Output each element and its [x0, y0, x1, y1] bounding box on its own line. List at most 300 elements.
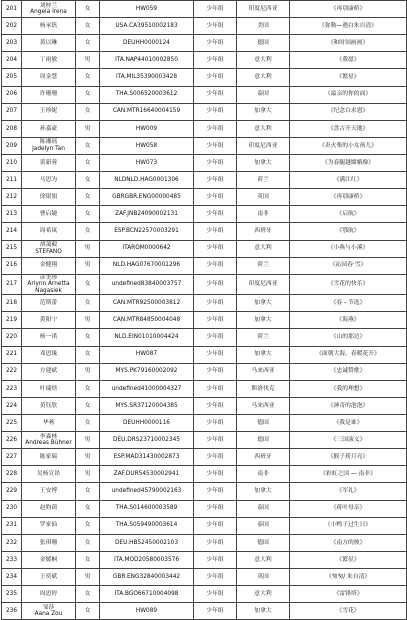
participant-country: 英国 [237, 189, 290, 206]
participant-country: 意大利 [237, 551, 290, 568]
participant-country: 美国 [237, 18, 290, 35]
participant-gender: 女 [76, 603, 100, 620]
participant-name [22, 223, 76, 240]
row-number: 224 [2, 397, 22, 414]
participant-gender: 女 [76, 154, 100, 171]
participant-name [22, 103, 76, 120]
recited-work: 《我愿》 [290, 52, 407, 69]
table-row [2, 274, 407, 295]
participant-code: ESP.BCN22570003291 [100, 223, 194, 240]
participant-name [22, 189, 76, 206]
participant-name [22, 466, 76, 483]
participant-gender: 女 [76, 86, 100, 103]
participant-name [22, 432, 76, 449]
participant-chinese-name: 叶瑞焓 [39, 385, 58, 392]
table-body [2, 1, 407, 620]
participant-code: ITA.MOD20580003576 [100, 551, 194, 568]
table-row [2, 223, 407, 240]
row-number: 228 [2, 466, 22, 483]
age-group: 少年组 [194, 363, 237, 380]
age-group: 少年组 [194, 483, 237, 500]
participant-country: 南非 [237, 466, 290, 483]
participant-foreign-name: Andreas Bühner [25, 440, 72, 447]
row-number: 202 [2, 18, 22, 35]
participant-country: 加拿大 [237, 603, 290, 620]
recited-work: 《盘古开天地》 [290, 120, 407, 137]
participant-code: GBR.ENG32840003442 [100, 569, 194, 586]
age-group: 少年组 [194, 312, 237, 329]
recited-work: 《蒋叶母亲》 [290, 500, 407, 517]
participant-name [22, 137, 76, 154]
age-group: 少年组 [194, 35, 237, 52]
participant-code: THA.S006520003612 [100, 86, 194, 103]
participant-country: 印度尼西亚 [237, 1, 290, 18]
participant-name [22, 52, 76, 69]
recited-work: 《匆匆/ 朱自清》 [290, 569, 407, 586]
participant-chinese-name: 吴杨宣昂 [36, 471, 61, 478]
participant-country: 荷兰 [237, 172, 290, 189]
table-row [2, 517, 407, 534]
recited-work: 《忠诚赞歌》 [290, 363, 407, 380]
row-number: 218 [2, 295, 22, 312]
table-row [2, 500, 407, 517]
recited-work: 《沁园春·雪》 [290, 257, 407, 274]
table-row [2, 18, 407, 35]
recited-work: 《再别康桥》 [290, 1, 407, 18]
participant-gender: 男 [76, 240, 100, 257]
age-group: 少年组 [194, 569, 237, 586]
age-group: 少年组 [194, 86, 237, 103]
participant-country: 加拿大 [237, 312, 290, 329]
recited-work: 《和时间画画》 [290, 35, 407, 52]
participant-gender: 女 [76, 1, 100, 18]
participant-code: NLD.EIN01010004424 [100, 329, 194, 346]
participant-code: NLD.HAG07670001296 [100, 257, 194, 274]
participant-gender: 男 [76, 466, 100, 483]
recited-work: 《我是谁》 [290, 415, 407, 432]
recited-work: 《雷锋塔》 [290, 586, 407, 603]
row-number: 226 [2, 432, 22, 449]
participant-gender: 男 [76, 52, 100, 69]
participant-chinese-name: 马思为 [39, 176, 58, 183]
participant-country: 马来西亚 [237, 363, 290, 380]
participant-name [22, 534, 76, 551]
age-group: 少年组 [194, 52, 237, 69]
row-number: 208 [2, 120, 22, 137]
participant-chinese-name: 陈家瑞 [39, 454, 58, 461]
participant-chinese-name: 黄阳宁 [39, 317, 58, 324]
participant-chinese-name: 许珊珊 [39, 91, 58, 98]
row-number: 230 [2, 500, 22, 517]
participant-gender: 女 [76, 189, 100, 206]
participant-code: ITAROM0000642 [100, 240, 194, 257]
row-number: 212 [2, 189, 22, 206]
age-group: 少年组 [194, 346, 237, 363]
recited-work: 《雪花》 [290, 603, 407, 620]
participant-chinese-name: 陈湘瑶 [39, 139, 58, 146]
participant-country: 意大利 [237, 120, 290, 137]
table-row [2, 363, 407, 380]
participant-code: ZAF.DUR54530002941 [100, 466, 194, 483]
participant-gender: 女 [76, 380, 100, 397]
participant-gender: 女 [76, 69, 100, 86]
table-row [2, 551, 407, 568]
participant-gender: 男 [76, 449, 100, 466]
recited-work: 《再别康桥》 [290, 189, 407, 206]
age-group: 少年组 [194, 415, 237, 432]
recited-work: 《满江红》 [290, 172, 407, 189]
participant-chinese-name: 丁雨敏 [39, 57, 58, 64]
participant-gender: 女 [76, 483, 100, 500]
table-row [2, 86, 407, 103]
participant-gender: 女 [76, 18, 100, 35]
age-group: 少年组 [194, 449, 237, 466]
recited-work: 《小鸭子过生日》 [290, 517, 407, 534]
row-number: 235 [2, 586, 22, 603]
participant-chinese-name: 范斯蕾 [39, 300, 58, 307]
table-row [2, 483, 407, 500]
participant-code: ITA.BGO66710004098 [100, 586, 194, 603]
table-row [2, 449, 407, 466]
participant-country: 加拿大 [237, 103, 290, 120]
table-row [2, 120, 407, 137]
participant-gender: 女 [76, 206, 100, 223]
age-group: 少年组 [194, 534, 237, 551]
table-row [2, 380, 407, 397]
participant-foreign-name: Jadelyn Tan [32, 145, 65, 152]
participant-name [22, 86, 76, 103]
recited-work: 《最亲的你的面》 [290, 86, 407, 103]
participant-country: 荷兰 [237, 329, 290, 346]
age-group: 少年组 [194, 189, 237, 206]
participant-gender: 男 [76, 363, 100, 380]
participant-gender: 女 [76, 415, 100, 432]
participant-gender: 男 [76, 312, 100, 329]
participant-name [22, 586, 76, 603]
table-row [2, 52, 407, 69]
participant-chinese-name: 杨一诺 [39, 334, 58, 341]
table-row [2, 103, 407, 120]
age-group: 少年组 [194, 223, 237, 240]
recited-work: 《启航》 [290, 206, 407, 223]
participant-name [22, 206, 76, 223]
participant-code: HW073 [100, 154, 194, 171]
participant-chinese-name: 邹莎 [42, 604, 55, 611]
participant-chinese-name: 黄钰欣 [39, 402, 58, 409]
participant-chinese-name: 邓思缘 [39, 351, 58, 358]
table-row [2, 329, 407, 346]
row-number: 227 [2, 449, 22, 466]
table-row [2, 397, 407, 414]
participant-name [22, 172, 76, 189]
participant-code: THA.S059490003614 [100, 517, 194, 534]
table-row [2, 415, 407, 432]
table-row [2, 603, 407, 620]
participant-country: 印度尼西亚 [237, 137, 290, 154]
participant-chinese-name: 徐银娟 [39, 194, 58, 200]
participant-name [22, 69, 76, 86]
table-row [2, 534, 407, 551]
participant-name [22, 603, 76, 620]
participant-chinese-name: 王奕斌 [39, 573, 58, 580]
table-row [2, 312, 407, 329]
participant-name [22, 329, 76, 346]
recited-work: 《三国演义》 [290, 432, 407, 449]
recited-work: 《军礼》 [290, 483, 407, 500]
participant-chinese-name: 华莠 [42, 419, 55, 426]
participant-country: 英国 [237, 569, 290, 586]
participant-chinese-name: 罗家仙 [39, 522, 58, 529]
age-group: 少年组 [194, 329, 237, 346]
table-row [2, 154, 407, 171]
participant-chinese-name: 杨承钒 [39, 22, 58, 29]
recited-work: 《小燕与小溪》 [290, 240, 407, 257]
age-group: 少年组 [194, 69, 237, 86]
row-number: 206 [2, 86, 22, 103]
participant-chinese-name: 赵昀茵 [39, 505, 58, 512]
participant-code: DEU.HB52450002103 [100, 534, 194, 551]
participant-gender: 女 [76, 517, 100, 534]
participant-code: ESP.MAD31430002873 [100, 449, 194, 466]
recited-work: 《繁星》 [290, 551, 407, 568]
participant-chinese-name: 周思婷 [39, 590, 58, 597]
recited-work: 《卖火柴的小女孩儿》 [290, 137, 407, 154]
age-group: 少年组 [194, 517, 237, 534]
participant-chinese-name: 刘梓兰 [39, 2, 58, 9]
age-group: 少年组 [194, 120, 237, 137]
participant-name [22, 397, 76, 414]
age-group: 少年组 [194, 274, 237, 295]
participant-country: 德国 [237, 415, 290, 432]
participant-chinese-name: 曹启婕 [39, 211, 58, 218]
table-row [2, 586, 407, 603]
table-row [2, 569, 407, 586]
participant-gender: 女 [76, 35, 100, 52]
participant-code: DEUHH0000116 [100, 415, 194, 432]
participant-name [22, 240, 76, 257]
table-row [2, 69, 407, 86]
participant-code: HW009 [100, 120, 194, 137]
participant-code: HW059 [100, 1, 194, 18]
table-row [2, 189, 407, 206]
row-number: 234 [2, 569, 22, 586]
age-group: 少年组 [194, 257, 237, 274]
recited-work: 《我的理想》 [290, 380, 407, 397]
participant-chinese-name: 王珍妮 [39, 108, 58, 115]
participant-country: 泰国 [237, 500, 290, 517]
participant-country: 泰国 [237, 86, 290, 103]
participant-gender: 女 [76, 500, 100, 517]
age-group: 少年组 [194, 18, 237, 35]
participant-code: GBRGBR.ENG00000485 [100, 189, 194, 206]
recited-work: 《彩虹之国 — 南非》 [290, 466, 407, 483]
row-number: 219 [2, 312, 22, 329]
participant-name [22, 551, 76, 568]
participant-chinese-name: 金健翔 [39, 262, 58, 269]
participant-country: 泰国 [237, 517, 290, 534]
participant-country: 意大利 [237, 69, 290, 86]
row-number: 216 [2, 257, 22, 274]
age-group: 少年组 [194, 206, 237, 223]
recited-work: 《纪念白求恩》 [290, 103, 407, 120]
age-group: 少年组 [194, 586, 237, 603]
age-group: 少年组 [194, 1, 237, 18]
table-row [2, 432, 407, 449]
recited-work: 《繁星》 [290, 69, 407, 86]
participant-name [22, 154, 76, 171]
row-number: 205 [2, 69, 22, 86]
participant-code: ZAF.JNB24090002131 [100, 206, 194, 223]
recited-work: 《为春腿越嫦娥像》 [290, 154, 407, 171]
participant-gender: 男 [76, 432, 100, 449]
participant-country: 西班牙 [237, 223, 290, 240]
row-number: 225 [2, 415, 22, 432]
participant-chinese-name: 周金慧 [39, 74, 58, 81]
participant-gender: 女 [76, 397, 100, 414]
age-group: 少年组 [194, 397, 237, 414]
participant-code: undefined45790002163 [100, 483, 194, 500]
row-number: 223 [2, 380, 22, 397]
participant-gender: 女 [76, 586, 100, 603]
participant-gender: 女 [76, 103, 100, 120]
row-number: 232 [2, 534, 22, 551]
participant-code: MYS.SR37120004385 [100, 397, 194, 414]
participant-name [22, 449, 76, 466]
row-number: 236 [2, 603, 22, 620]
participant-gender: 男 [76, 257, 100, 274]
participant-name [22, 257, 76, 274]
participant-country: 荷兰 [237, 257, 290, 274]
row-number: 203 [2, 35, 22, 52]
table-row [2, 137, 407, 154]
participant-name [22, 500, 76, 517]
age-group: 少年组 [194, 137, 237, 154]
participant-gender: 女 [76, 534, 100, 551]
participant-gender: 女 [76, 274, 100, 295]
age-group: 少年组 [194, 380, 237, 397]
participant-code: HW087 [100, 346, 194, 363]
participant-code: ITA.NAP44010002850 [100, 52, 194, 69]
row-number: 233 [2, 551, 22, 568]
table-row [2, 466, 407, 483]
participant-code: CAN.MTR16640004159 [100, 103, 194, 120]
row-number: 221 [2, 346, 22, 363]
age-group: 少年组 [194, 466, 237, 483]
participant-gender: 女 [76, 551, 100, 568]
participant-gender: 女 [76, 137, 100, 154]
participant-code: DEU.DRS23710002345 [100, 432, 194, 449]
row-number: 201 [2, 1, 22, 18]
table-row [2, 206, 407, 223]
participant-name [22, 363, 76, 380]
recited-work: 《雪花的快乐》 [290, 274, 407, 295]
participant-gender: 男 [76, 120, 100, 137]
participant-country: 加拿大 [237, 154, 290, 171]
participant-name [22, 1, 76, 18]
participant-name [22, 415, 76, 432]
row-number: 211 [2, 172, 22, 189]
row-number: 220 [2, 329, 22, 346]
row-number: 222 [2, 363, 22, 380]
participant-foreign-name: Aana Zou [34, 611, 63, 618]
participant-gender: 女 [76, 223, 100, 240]
participant-name [22, 517, 76, 534]
recited-work: 《猴子捞月亮》 [290, 449, 407, 466]
participant-country: 德国 [237, 432, 290, 449]
participant-name [22, 295, 76, 312]
table-row [2, 257, 407, 274]
participant-code: MYS.PK79160002092 [100, 363, 194, 380]
row-number: 217 [2, 274, 22, 295]
participant-code: THA.S014600003589 [100, 500, 194, 517]
age-group: 少年组 [194, 551, 237, 568]
participant-country: 加拿大 [237, 346, 290, 363]
recited-work: 《南方的彼》 [290, 534, 407, 551]
participant-country: 意大利 [237, 586, 290, 603]
participant-code: CAN.MTR84850004048 [100, 312, 194, 329]
participant-chinese-name: 胡蔼毅 [39, 242, 58, 249]
participant-foreign-name: Angela Irena [30, 9, 67, 16]
participant-chinese-name: 李森林 [39, 433, 58, 440]
participant-chinese-name: 方建斌 [39, 368, 58, 375]
participant-code: NLDNLD.HAG0001306 [100, 172, 194, 189]
row-number: 209 [2, 137, 22, 154]
row-number: 204 [2, 52, 22, 69]
participant-country: 德国 [237, 534, 290, 551]
participant-name [22, 483, 76, 500]
participant-chinese-name: 王安博 [39, 488, 58, 495]
table-row [2, 172, 407, 189]
participant-chinese-name: 张琪珊 [39, 539, 58, 546]
participant-country: 意大利 [237, 52, 290, 69]
row-number: 215 [2, 240, 22, 257]
age-group: 少年组 [194, 295, 237, 312]
participant-country: 马来西亚 [237, 397, 290, 414]
age-group: 少年组 [194, 500, 237, 517]
participant-country: 南非 [237, 206, 290, 223]
recited-work: 《鄂航》 [290, 223, 407, 240]
recited-work: 《弥勒—遇白朱自清》 [290, 18, 407, 35]
participant-chinese-name: 金媛桐 [39, 556, 58, 563]
participant-gender: 女 [76, 329, 100, 346]
participant-chinese-name: 周希岚 [39, 228, 58, 235]
row-number: 210 [2, 154, 22, 171]
participant-name [22, 312, 76, 329]
participant-country: 加拿大 [237, 483, 290, 500]
age-group: 少年组 [194, 172, 237, 189]
table-row [2, 346, 407, 363]
participant-foreign-name: Arlynn Arnetta Nagasiek [27, 281, 70, 294]
participant-code: HW058 [100, 137, 194, 154]
table-row [2, 35, 407, 52]
table-row [2, 240, 407, 257]
participant-gender: 女 [76, 172, 100, 189]
row-number: 231 [2, 517, 22, 534]
row-number: 207 [2, 103, 22, 120]
participant-code: undefined83840003757 [100, 274, 194, 295]
participant-chinese-name: 孙嘉豪 [39, 125, 58, 132]
participant-gender: 女 [76, 346, 100, 363]
contestant-table [1, 0, 407, 620]
age-group: 少年组 [194, 154, 237, 171]
participant-chinese-name: 黄新蓉 [39, 159, 58, 166]
participant-gender: 男 [76, 569, 100, 586]
row-number: 229 [2, 483, 22, 500]
recited-work: 《春 - 节选》 [290, 295, 407, 312]
participant-name [22, 18, 76, 35]
participant-code: DEUHH0000124 [100, 35, 194, 52]
participant-country: 加拿大 [237, 295, 290, 312]
